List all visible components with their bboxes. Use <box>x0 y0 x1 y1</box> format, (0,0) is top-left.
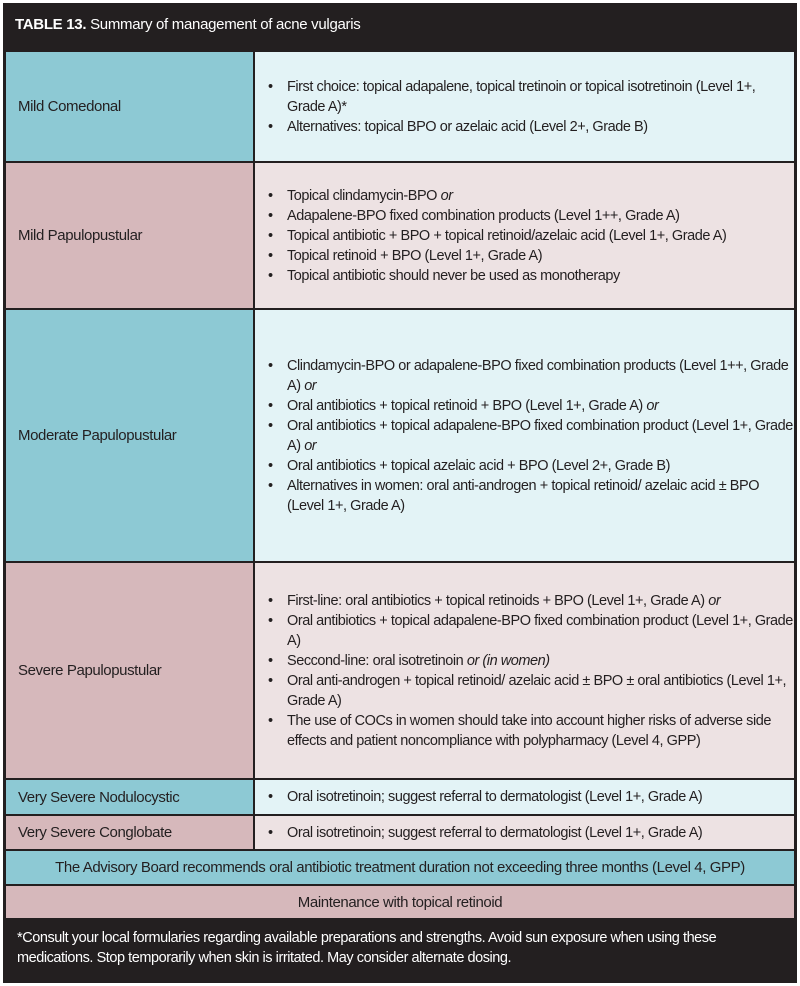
row-content <box>255 563 794 778</box>
recommendation-list <box>255 823 702 843</box>
recommendation-item: • Clindamycin-BPO or adapalene-BPO fixed combination products (Level 1++, Grade A) or <box>287 356 794 396</box>
row-label: Very Severe Conglobate <box>6 816 253 849</box>
recommendation-item: • First-line: oral antibiotics + topical retinoids + BPO (Level 1+, Grade A) or <box>287 591 794 611</box>
recommendation-item: • Oral isotretinoin; suggest referral to dermatologist (Level 1+, Grade A) <box>287 823 702 843</box>
row-content <box>255 310 794 561</box>
recommendation-item: • Alternatives in women: oral anti-androgen + topical retinoid/ azelaic acid ± BPO (Level 1+, Grade A) <box>287 476 794 516</box>
recommendation-item: • Oral isotretinoin; suggest referral to dermatologist (Level 1+, Grade A) <box>287 787 702 807</box>
row-content <box>255 816 794 849</box>
table-row-severe-papulopustular <box>3 563 797 778</box>
recommendation-item: • Oral antibiotics + topical adapalene-BPO fixed combination product (Level 1+, Grade A) or <box>287 416 794 456</box>
table-footnote: *Consult your local formularies regarding available preparations and strengths. Avoid sun exposure when using these medications. Stop temporarily when skin is irritated. May consider alternate dosing. <box>17 930 717 966</box>
recommendation-item: • Topical retinoid + BPO (Level 1+, Grade A) <box>287 246 726 266</box>
recommendation-item: • The use of COCs in women should take into account higher risks of adverse side effects and patient noncompliance with polypharmacy (Level 4, GPP) <box>287 711 794 751</box>
table-row-very-severe-nodulocystic <box>3 780 797 814</box>
recommendation-item: • Topical antibiotic + BPO + topical retinoid/azelaic acid (Level 1+, Grade A) <box>287 226 726 246</box>
recommendation-list <box>255 77 794 137</box>
row-label: Severe Papulopustular <box>6 563 253 778</box>
recommendation-item: • Alternatives: topical BPO or azelaic acid (Level 2+, Grade B) <box>287 117 794 137</box>
row-content <box>255 780 794 814</box>
recommendation-list <box>255 787 702 807</box>
row-content <box>255 163 794 308</box>
row-label: Mild Papulopustular <box>6 163 253 308</box>
recommendation-item: • Adapalene-BPO fixed combination products (Level 1++, Grade A) <box>287 206 726 226</box>
recommendation-list <box>255 591 794 751</box>
recommendation-item: • Oral antibiotics + topical retinoid + BPO (Level 1+, Grade A) or <box>287 396 794 416</box>
recommendation-item: • Oral antibiotics + topical azelaic acid + BPO (Level 2+, Grade B) <box>287 456 794 476</box>
maintenance-note: Maintenance with topical retinoid <box>6 886 794 918</box>
table-title <box>3 3 797 46</box>
row-label: Mild Comedonal <box>6 52 253 161</box>
row-label: Very Severe Nodulocystic <box>6 780 253 814</box>
recommendation-item: • First choice: topical adapalene, topical tretinoin or topical isotretinoin (Level 1+, Grade A)* <box>287 77 794 117</box>
recommendation-item: • Topical clindamycin-BPO or <box>287 186 726 206</box>
advisory-note: The Advisory Board recommends oral antibiotic treatment duration not exceeding three months (Level 4, GPP) <box>6 851 794 884</box>
acne-management-table <box>3 3 797 983</box>
table-row-very-severe-conglobate <box>3 816 797 849</box>
row-label: Moderate Papulopustular <box>6 310 253 561</box>
table-row-mild-comedonal <box>3 52 797 161</box>
recommendation-item: • Oral antibiotics + topical adapalene-BPO fixed combination product (Level 1+, Grade A) <box>287 611 794 651</box>
recommendation-item: • Seccond-line: oral isotretinoin or (in women) <box>287 651 794 671</box>
table-row-mild-papulopustular <box>3 163 797 308</box>
recommendation-list <box>255 356 794 516</box>
recommendation-list <box>255 186 726 286</box>
table-row-moderate-papulopustular <box>3 310 797 561</box>
recommendation-item: • Topical antibiotic should never be used as monotherapy <box>287 266 726 286</box>
table-number: TABLE 13. <box>15 16 87 33</box>
table-caption: Summary of management of acne vulgaris <box>86 16 361 33</box>
row-content <box>255 52 794 161</box>
recommendation-item: • Oral anti-androgen + topical retinoid/ azelaic acid ± BPO ± oral antibiotics (Level 1+, Grade A) <box>287 671 794 711</box>
